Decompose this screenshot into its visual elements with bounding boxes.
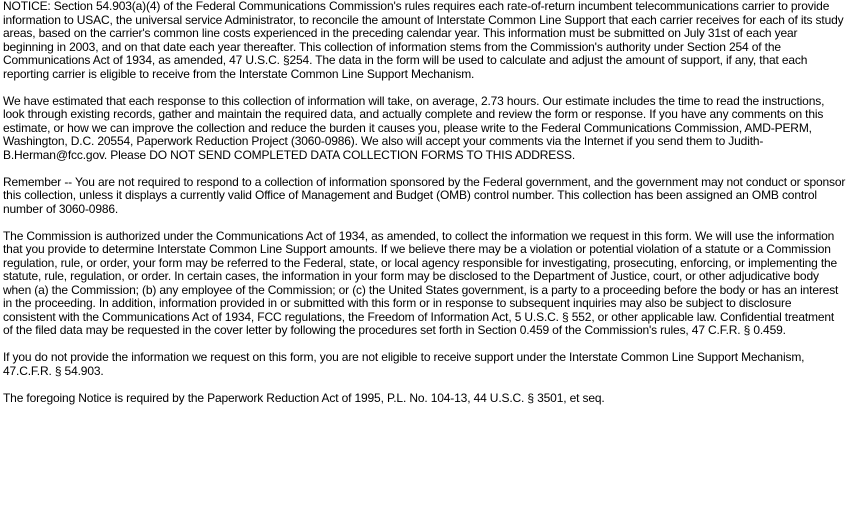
notice-paragraph-authority: NOTICE: Section 54.903(a)(4) of the Federal Communications Commission's rules requires each rate-of-return incumbent telecommunications carrier to provide information to USAC, the universal service Administrator, to reconcile the amount of Interstate Common Line Support that each carrier receives for each of its study areas, based on the carrier's common line costs experienced in the preceding calendar year. This information must be submitted on July 31st of each year beginning in 2003, and on that date each year thereafter. This collection of information stems from the Commission's authority under Section 254 of the Communications Act of 1934, as amended, 47 U.S.C. §254. The data in the form will be used to calculate and adjust the amount of support, if any, that each reporting carrier is eligible to receive from the Interstate Common Line Support Mechanism. bbox=[3, 0, 844, 81]
paperwork-notice bbox=[3, 0, 846, 419]
notice-paragraph-omb-control: Remember -- You are not required to respond to a collection of information sponsored by the Federal government, and the government may not conduct or sponsor this collection, unless it displays a currently valid Office of Management and Budget (OMB) control number. This collection has been assigned an OMB control number of 3060-0986. bbox=[3, 174, 846, 216]
notice-paragraph-pra-citation: The foregoing Notice is required by the Paperwork Reduction Act of 1995, P.L. No. 104-13, 44 U.S.C. § 3501, et seq. bbox=[3, 390, 605, 405]
notice-paragraph-burden-estimate: We have estimated that each response to this collection of information will take, on average, 2.73 hours. Our estimate includes the time to read the instructions, look through existing records, gather and maintain the required data, and actually complete and review the form or response. If you have any comments on this estimate, or how we can improve the collection and reduce the burden it causes you, please write to the Federal Communications Commission, AMD-PERM, Washington, D.C. 20554, Paperwork Reduction Project (3060-0986). We also will accept your comments via the Internet if you send them to Judith-B.Herman@fcc.gov. Please DO NOT SEND COMPLETED DATA COLLECTION FORMS TO THIS ADDRESS. bbox=[3, 93, 825, 162]
notice-paragraph-eligibility: If you do not provide the information we request on this form, you are not eligible to receive support under the Interstate Common Line Support Mechanism, 47.C.F.R. § 54.903. bbox=[3, 350, 805, 378]
notice-paragraph-privacy-use: The Commission is authorized under the Communications Act of 1934, as amended, to collect the information we request in this form. We will use the information that you provide to determine Interstate Common Line Support amounts. If we believe there may be a violation or potential violation of a statute or a Commission regulation, rule, or order, your form may be referred to the Federal, state, or local agency responsible for investigating, prosecuting, enforcing, or implementing the statute, rule, regulation, or order. In certain cases, the information in your form may be disclosed to the Department of Justice, court, or other adjudicative body when (a) the Commission; (b) any employee of the Commission; or (c) the United States government, is a party to a proceeding before the body or has an interest in the proceeding. In addition, information provided in or submitted with this form or in response to subsequent inquiries may also be subject to disclosure consistent with the Communications Act of 1934, FCC regulations, the Freedom of Information Act, 5 U.S.C. § 552, or other applicable law. Confidential treatment of the filed data may be requested in the cover letter by following the procedures set forth in Section 0.459 of the Commission's rules, 47 C.F.R. § 0.459. bbox=[3, 228, 839, 337]
